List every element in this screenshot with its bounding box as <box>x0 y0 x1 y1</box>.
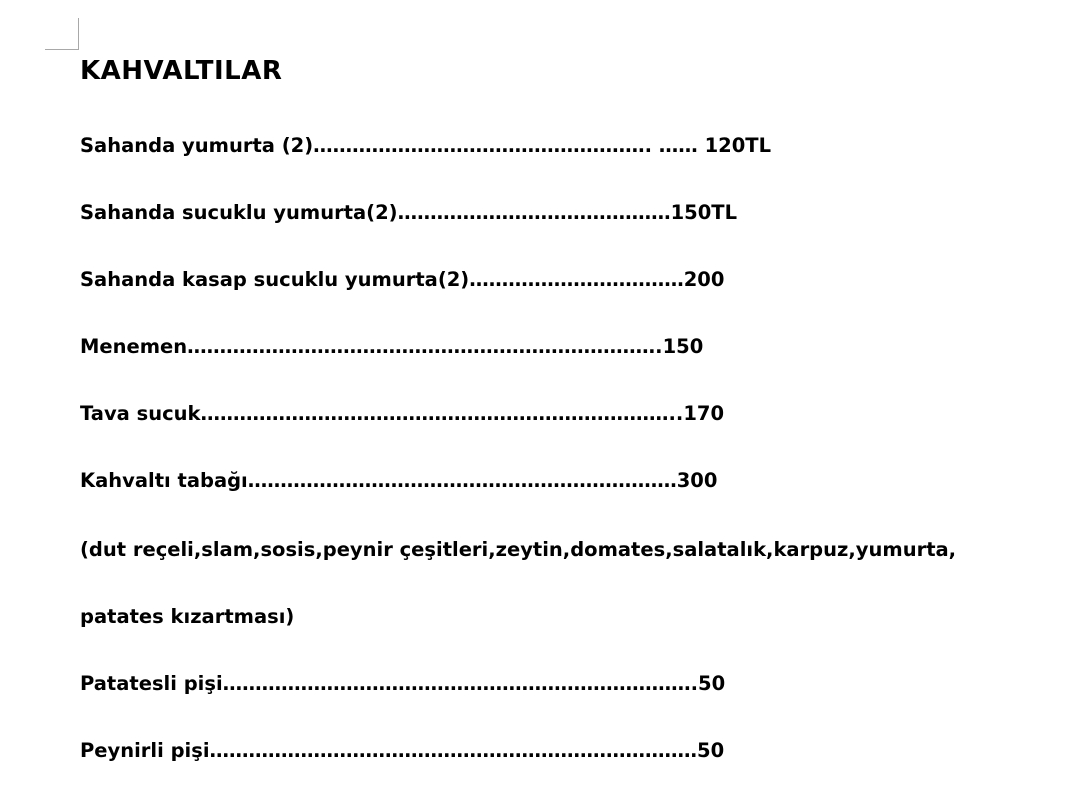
menu-item-peynirli-pisi: Peynirli pişi…………………………………………………………………50 <box>80 739 725 762</box>
menu-item-sahanda-sucuklu-yumurta: Sahanda sucuklu yumurta(2)……………………………………150TL <box>80 201 738 224</box>
menu-item-note-line-2: patates kızartması) <box>80 605 295 628</box>
menu-item-menemen: Menemen……………………………………………………………….150 <box>80 335 704 358</box>
menu-item-sahanda-yumurta: Sahanda yumurta (2)……………………………………………. …… 120TL <box>80 134 772 157</box>
page-margin-marker <box>45 18 79 50</box>
menu-item-sahanda-kasap-sucuklu-yumurta: Sahanda kasap sucuklu yumurta(2)……………………………200 <box>80 268 725 291</box>
menu-item-patatesli-pisi: Patatesli pişi……………………………………………………………….50 <box>80 672 726 695</box>
menu-title: KAHVALTILAR <box>80 56 283 86</box>
menu-item-note-line-1: (dut reçeli,slam,sosis,peynir çeşitleri,zeytin,domates,salatalık,karpuz,yumurta, <box>80 538 957 561</box>
menu-item-kahvalti-tabagi: Kahvaltı tabağı…………………………………………………………300 <box>80 469 718 492</box>
menu-item-tava-sucuk: Tava sucuk………………………………………………………………..170 <box>80 402 725 425</box>
